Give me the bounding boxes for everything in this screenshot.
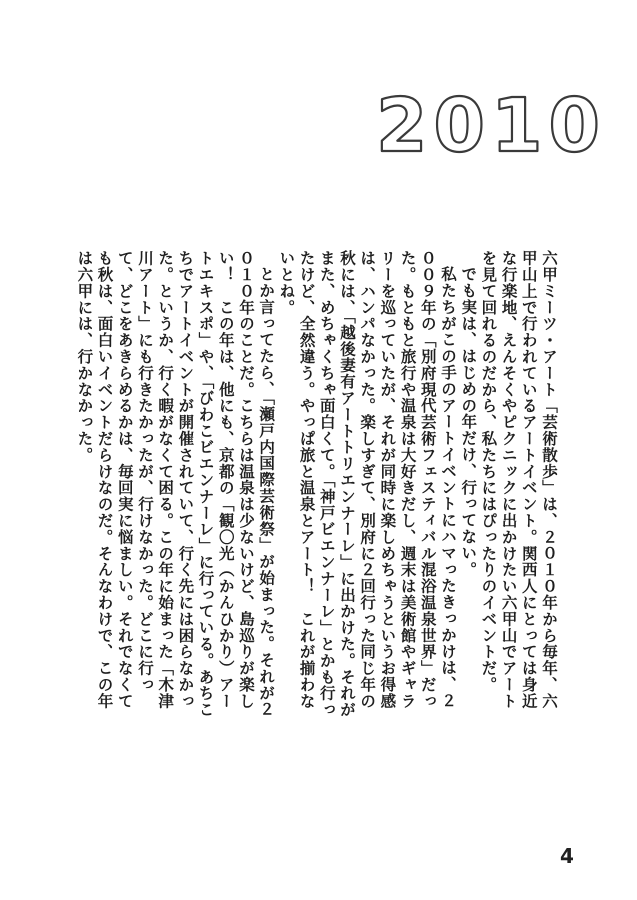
year-title-text: 2010	[376, 83, 606, 169]
paragraph-setouchi: とか言ってたら、「瀬戸内国際芸術祭」が始まった。それが２０１０年のことだ。こちらは温泉は少ないけど、島巡りが楽しい！ この年は、他にも、京都の「観〇光（かんひかり）アートエキスポ」や、「びわこビエンナーレ」に行っている。あちこちでアートイベントが開催されていて、行く先には困らなかった。というか、行く暇がなくて困る。この年に始まった「木津川アート」にも行きたかったが、行けなかった。どこに行って、どこをあきらめるかは、毎回実に悩ましい。それでなくても秋は、面白いイベントだらけなのだ。そんなわけで、この年は六甲には、行かなかった。	[75, 250, 276, 718]
paragraph-beppu: 私たちがこの手のアートイベントにハマったきっかけは、２００９年の「別府現代芸術フェスティバル混浴温泉世界」だった。もともと旅行や温泉は大好きだし、週末は美術館やギャラリーを巡っていたが、それが同時に楽しめちゃうというお得感は、ハンパなかった。楽しすぎて、別府に２回行った同じ年の秋には、「越後妻有アートトリエンナーレ」に出かけた。それがまた、めちゃくちゃ面白くて。「神戸ビエンナーレ」とかも行ったけど、全然違う。やっぱ旅と温泉とアート！ これが揃わないとね。	[277, 250, 457, 718]
paragraph-not-attended: でも実は、はじめの年だけ、行ってない。	[459, 265, 478, 578]
page-number: 4	[560, 844, 574, 868]
body-text	[74, 250, 559, 720]
year-title	[370, 83, 606, 169]
paragraph-intro: 六甲ミーツ・アート「芸術散歩」は、２０１０年から毎年、六甲山上で行われているアートイベント。関西人にとっては身近な行楽地、えんそくやピクニックに出かけたい六甲山でアートを見て回れるのだから、私たちにはぴったりのイベントだ。	[479, 250, 558, 710]
